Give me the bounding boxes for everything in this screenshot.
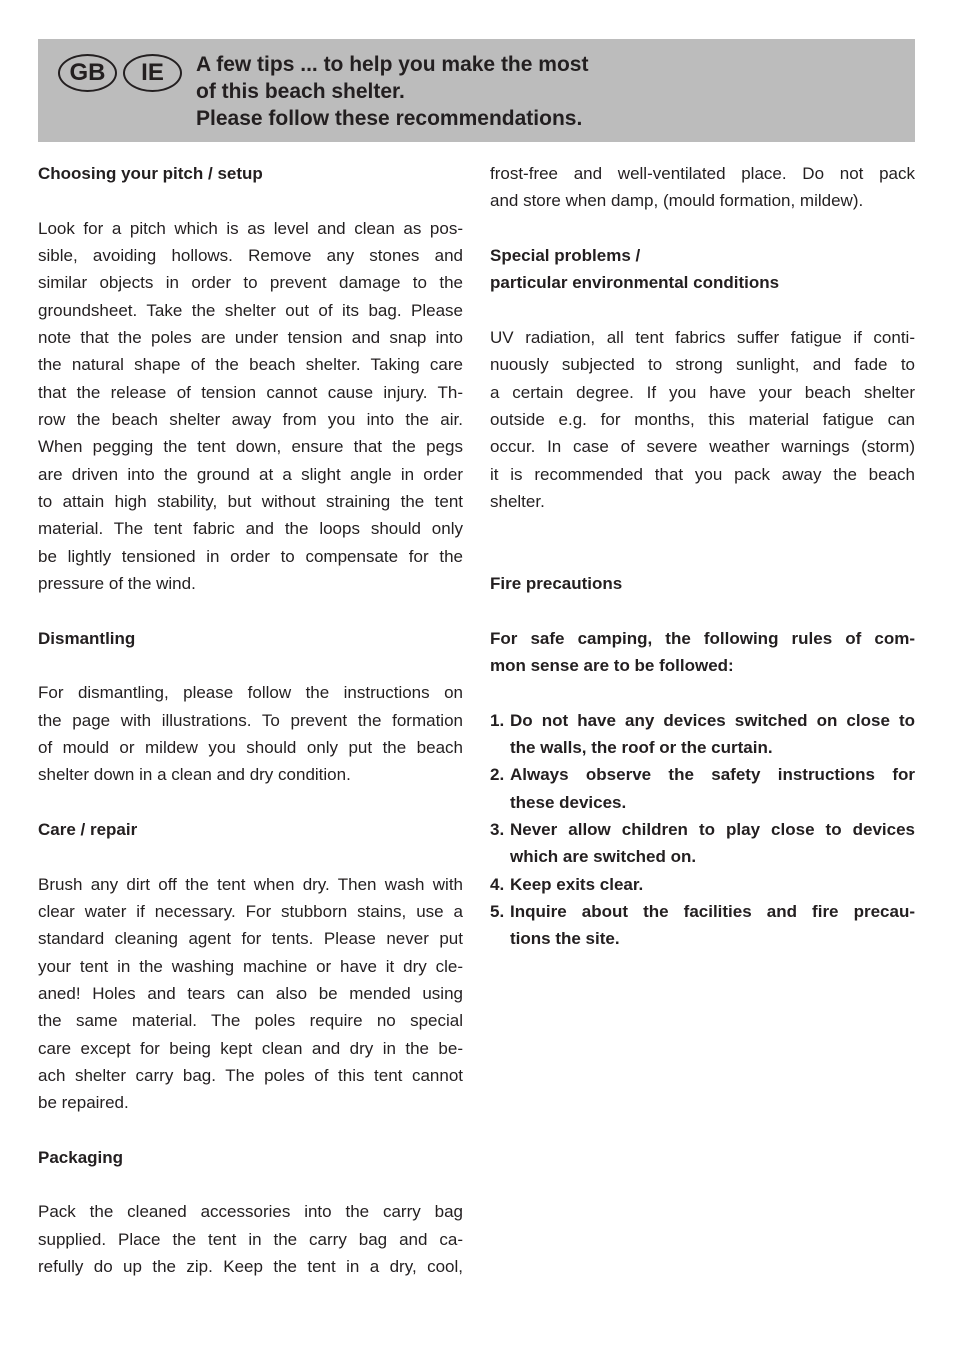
text-line: shelter.	[490, 491, 545, 511]
header-banner	[38, 39, 915, 142]
text-line: are driven into the ground at a slight angle in order	[38, 464, 463, 484]
heading-line: Choosing your pitch / setup	[38, 164, 263, 183]
text-line: and store when damp, (mould formation, mildew).	[490, 191, 864, 211]
text-line: Always observe the safety instructions for	[510, 765, 915, 785]
text-line: of mould or mildew you should only put the beach	[38, 737, 463, 757]
text-line: standard cleaning agent for tents. Please never put	[38, 929, 463, 949]
text-line: When pegging the tent down, ensure that the pegs	[38, 437, 463, 457]
text-line: material. The tent fabric and the loops should only	[38, 519, 463, 539]
text-line: Pack the cleaned accessories into the carry bag	[38, 1202, 463, 1222]
text-line: shelter down in a clean and dry condition.	[38, 765, 351, 785]
title-line: A few tips ... to help you make the most	[196, 53, 589, 76]
text-line: it is recommended that you pack away the beach	[490, 464, 915, 484]
text-line: these devices.	[510, 792, 627, 812]
country-badge-gb: GB	[58, 54, 117, 92]
text-line: which are switched on.	[510, 847, 697, 867]
list-number: 2.	[490, 765, 505, 785]
paragraph	[490, 160, 915, 215]
section-heading	[38, 160, 463, 187]
list-item	[490, 707, 915, 762]
paragraph	[38, 871, 463, 1117]
list-number: 4.	[490, 874, 505, 894]
paragraph	[38, 1198, 463, 1280]
list-item	[490, 816, 915, 871]
text-line: occur. In case of severe weather warnings (storm)	[490, 437, 915, 457]
text-line: aned! Holes and tears can also be mended using	[38, 983, 463, 1003]
text-line: the same material. The poles require no special	[38, 1011, 463, 1031]
text-line: row the beach shelter away from you into the air.	[38, 409, 463, 429]
text-line: be lightly tensioned in order to compensate for the	[38, 546, 463, 566]
heading-line: particular environmental conditions	[490, 273, 780, 293]
paragraph	[490, 324, 915, 515]
right-column	[490, 160, 915, 980]
text-line: Inquire about the facilities and fire precau-	[510, 901, 915, 921]
text-line: your tent in the washing machine or have it dry cle-	[38, 956, 463, 976]
title-line: Please follow these recommendations.	[196, 107, 583, 130]
text-line: ach shelter carry bag. The poles of this tent cannot	[38, 1065, 463, 1085]
text-line: note that the poles are under tension and snap into	[38, 327, 463, 347]
text-line: UV radiation, all tent fabrics suffer fatigue if conti-	[490, 327, 915, 347]
text-line: mon sense are to be followed:	[490, 655, 734, 675]
text-line: outside e.g. for months, this material fatigue can	[490, 409, 915, 429]
text-line: the page with illustrations. To prevent the formation	[38, 710, 463, 730]
text-line: a certain degree. If you have your beach shelter	[490, 382, 915, 402]
section-heading	[38, 625, 463, 652]
paragraph	[38, 215, 463, 598]
paragraph	[38, 679, 463, 788]
text-line: For dismantling, please follow the instructions on	[38, 683, 463, 703]
text-line: the natural shape of the beach shelter. Taking care	[38, 355, 463, 375]
list-item	[490, 898, 915, 953]
section-heading	[490, 570, 915, 597]
text-line: Do not have any devices switched on close to	[510, 710, 915, 730]
paragraph	[490, 625, 915, 680]
heading-line: Care / repair	[38, 819, 138, 839]
text-line: supplied. Place the tent in the carry bag and ca-	[38, 1229, 463, 1249]
page-title	[196, 51, 588, 132]
list-number: 3.	[490, 819, 505, 839]
text-line: similar objects in order to prevent damage to the	[38, 273, 463, 293]
text-line: pressure of the wind.	[38, 573, 196, 593]
list-item	[490, 761, 915, 816]
section-heading	[490, 242, 915, 297]
heading-line: Dismantling	[38, 628, 136, 648]
title-line: of this beach shelter.	[196, 80, 405, 103]
section-heading	[38, 1144, 463, 1171]
text-line: refully do up the zip. Keep the tent in a dry, cool,	[38, 1257, 463, 1277]
fire-rules-list	[490, 707, 915, 953]
text-line: sible, avoiding hollows. Remove any stones and	[38, 245, 463, 265]
text-line: clear water if necessary. For stubborn stains, use a	[38, 901, 463, 921]
heading-line: Packaging	[38, 1147, 124, 1167]
text-line: be repaired.	[38, 1093, 129, 1113]
list-item	[490, 871, 915, 898]
heading-line: Special problems /	[490, 245, 641, 265]
heading-line: Fire precautions	[490, 573, 623, 593]
text-line: that the release of tension cannot cause injury. Th-	[38, 382, 463, 402]
list-number: 5.	[490, 901, 505, 921]
list-number: 1.	[490, 710, 505, 730]
text-line: frost-free and well-ventilated place. Do not pack	[490, 164, 915, 183]
text-line: care except for being kept clean and dry in the be-	[38, 1038, 463, 1058]
text-line: Never allow children to play close to devices	[510, 819, 915, 839]
left-column	[38, 160, 463, 1308]
text-line: Keep exits clear.	[510, 874, 644, 894]
text-line: tions the site.	[510, 929, 620, 949]
text-line: nuously subjected to strong sunlight, and fade to	[490, 355, 915, 375]
text-line: the walls, the roof or the curtain.	[510, 737, 773, 757]
section-heading	[38, 816, 463, 843]
text-line: Brush any dirt off the tent when dry. Then wash with	[38, 874, 463, 894]
text-line: For safe camping, the following rules of com-	[490, 628, 915, 648]
text-line: to attain high stability, but without straining the tent	[38, 491, 463, 511]
country-badge-ie: IE	[123, 54, 182, 92]
text-line: Look for a pitch which is as level and clean as pos-	[38, 218, 463, 238]
text-line: groundsheet. Take the shelter out of its bag. Please	[38, 300, 463, 320]
